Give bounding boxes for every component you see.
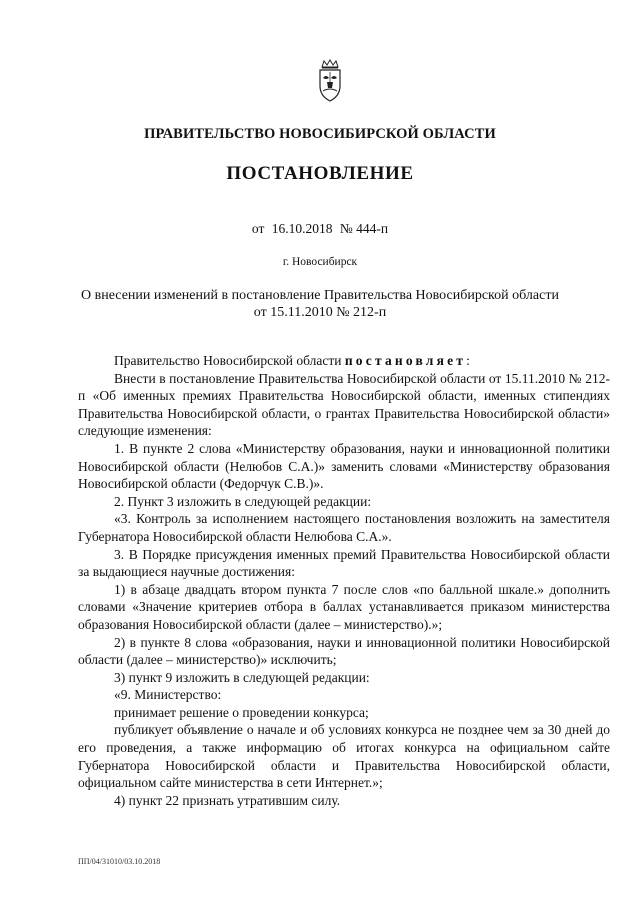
intro-text: Правительство Новосибирской области [114, 353, 345, 368]
paragraph: 3) пункт 9 изложить в следующей редакции: [114, 669, 370, 685]
paragraph: публикует объявление о начале и об условиях конкурса не позднее чем за 30 дней до его проведения, а также информацию об итогах конкурса на официальном сайте Губернатора Новосибирской области и Правительства Новосибирской области, официальном сайте министерства в сети Интернет.»; [78, 722, 610, 791]
paragraph: 2. Пункт 3 изложить в следующей редакции: [114, 493, 372, 509]
document-body [78, 352, 610, 809]
footer-code: ПП/04/31010/03.10.2018 [78, 857, 161, 866]
paragraph: 2) в пункте 8 слова «образования, науки и инновационной политики Новосибирской области (далее – министерство)» исключить; [78, 634, 610, 668]
document-type: ПОСТАНОВЛЕНИЕ [226, 163, 414, 184]
date-prefix: от [251, 221, 265, 236]
paragraph: «3. Контроль за исполнением настоящего постановления возложить на заместителя Губернатора Новосибирской области Нелюбова С.А.». [78, 511, 610, 544]
date-line [0, 221, 640, 237]
paragraph: 3. В Порядке присуждения именных премий Правительства Новосибирской области за выдающиеся научные достижения: [78, 546, 610, 580]
paragraph: 1) в абзаце двадцать втором пункта 7 после слов «по балльной шкале.» дополнить словами «Значение критериев отбора в баллах устанавливается приказом министерства образования Новосибирской области (далее – министерство).»; [78, 581, 610, 632]
intro-paragraph [78, 352, 610, 370]
paragraph: принимает решение о проведении конкурса; [114, 704, 369, 720]
intro-keyword: постановляет [344, 353, 467, 368]
document-number: № 444-п [339, 221, 389, 236]
paragraph: 4) пункт 22 признать утратившим силу. [114, 792, 341, 808]
paragraph: «9. Министерство: [114, 687, 222, 703]
paragraph: Внести в постановление Правительства Новосибирской области от 15.11.2010 № 212-п «Об именных премиях Правительства Новосибирской области, именных стипендиях Правительства Новосибирской области, о грантах Правительства Новосибирской области» следующие изменения: [78, 370, 610, 439]
city: г. Новосибирск [282, 256, 358, 268]
paragraph: 1. В пункте 2 слова «Министерству образования, науки и инновационной политики Новосибирской области (Нелюбов С.А.)» заменить словами «Министерству образования Новосибирской области (Федорчук С.В.)». [78, 440, 610, 492]
intro-colon: : [466, 353, 470, 368]
document-subject [0, 287, 640, 321]
subject-line-1: О внесении изменений в постановление Правительства Новосибирской области [81, 288, 559, 303]
document-date: 16.10.2018 [271, 221, 333, 236]
subject-line-2: от 15.11.2010 № 212-п [253, 305, 387, 320]
organization-title: ПРАВИТЕЛЬСТВО НОВОСИБИРСКОЙ ОБЛАСТИ [144, 126, 496, 142]
coat-of-arms-icon [312, 58, 348, 104]
